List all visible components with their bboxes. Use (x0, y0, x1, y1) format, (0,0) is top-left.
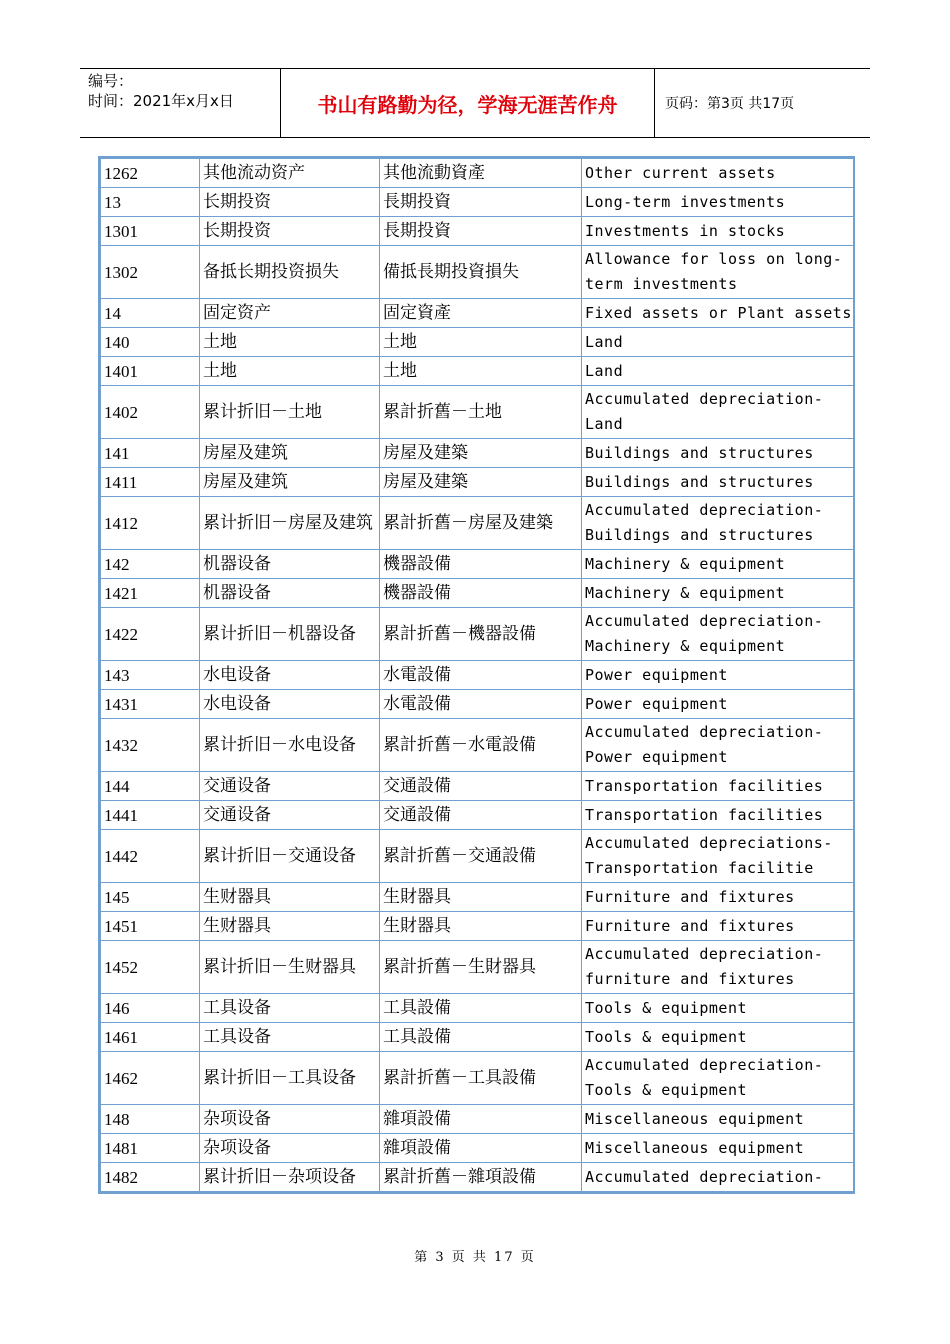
traditional-name-cell: 房屋及建築 (380, 468, 582, 497)
code-cell: 1462 (101, 1052, 200, 1105)
traditional-name-cell: 累計折舊－房屋及建築 (380, 497, 582, 550)
header-meta (80, 69, 281, 137)
traditional-name-cell: 交通設備 (380, 801, 582, 830)
english-name-cell: Power equipment (582, 690, 854, 719)
traditional-name-cell: 機器設備 (380, 579, 582, 608)
simplified-name-cell: 工具设备 (200, 1023, 380, 1052)
code-cell: 146 (101, 994, 200, 1023)
code-cell: 1262 (101, 159, 200, 188)
simplified-name-cell: 累计折旧－房屋及建筑 (200, 497, 380, 550)
english-name-cell: Accumulated depreciations-Transportation facilitie (582, 830, 854, 883)
table-row (101, 661, 854, 690)
code-cell: 1452 (101, 941, 200, 994)
traditional-name-cell: 工具設備 (380, 994, 582, 1023)
simplified-name-cell: 交通设备 (200, 772, 380, 801)
code-cell: 13 (101, 188, 200, 217)
english-name-cell: Tools & equipment (582, 1023, 854, 1052)
traditional-name-cell: 其他流動資產 (380, 159, 582, 188)
code-cell: 14 (101, 299, 200, 328)
traditional-name-cell: 工具設備 (380, 1023, 582, 1052)
english-name-cell: Miscellaneous equipment (582, 1105, 854, 1134)
english-name-cell: Other current assets (582, 159, 854, 188)
traditional-name-cell: 生財器具 (380, 883, 582, 912)
table-row (101, 941, 854, 994)
code-cell: 1402 (101, 386, 200, 439)
table-row (101, 299, 854, 328)
english-name-cell: Accumulated depreciation-Buildings and structures (582, 497, 854, 550)
simplified-name-cell: 长期投资 (200, 217, 380, 246)
traditional-name-cell: 水電設備 (380, 690, 582, 719)
english-name-cell: Accumulated depreciation-furniture and fixtures (582, 941, 854, 994)
english-name-cell: Accumulated depreciation-Power equipment (582, 719, 854, 772)
page-footer: 第 3 页 共 17 页 (414, 1250, 536, 1265)
english-name-cell: Transportation facilities (582, 801, 854, 830)
table-row (101, 550, 854, 579)
simplified-name-cell: 水电设备 (200, 661, 380, 690)
accounts-table (98, 156, 855, 1194)
traditional-name-cell: 雜項設備 (380, 1134, 582, 1163)
simplified-name-cell: 累计折旧－交通设备 (200, 830, 380, 883)
english-name-cell: Furniture and fixtures (582, 883, 854, 912)
code-cell: 1451 (101, 912, 200, 941)
simplified-name-cell: 房屋及建筑 (200, 439, 380, 468)
traditional-name-cell: 雜項設備 (380, 1105, 582, 1134)
traditional-name-cell: 固定資產 (380, 299, 582, 328)
english-name-cell: Land (582, 328, 854, 357)
traditional-name-cell: 累計折舊－生財器具 (380, 941, 582, 994)
table-row (101, 468, 854, 497)
traditional-name-cell: 累計折舊－機器設備 (380, 608, 582, 661)
simplified-name-cell: 生财器具 (200, 912, 380, 941)
table-row (101, 883, 854, 912)
traditional-name-cell: 水電設備 (380, 661, 582, 690)
english-name-cell: Land (582, 357, 854, 386)
table-row (101, 719, 854, 772)
code-cell: 144 (101, 772, 200, 801)
english-name-cell: Accumulated depreciation- (582, 1163, 854, 1192)
code-cell: 1481 (101, 1134, 200, 1163)
table-row (101, 1052, 854, 1105)
simplified-name-cell: 累计折旧－杂项设备 (200, 1163, 380, 1192)
traditional-name-cell: 長期投資 (380, 217, 582, 246)
simplified-name-cell: 长期投资 (200, 188, 380, 217)
table-row (101, 357, 854, 386)
table-row (101, 386, 854, 439)
traditional-name-cell: 房屋及建築 (380, 439, 582, 468)
header-motto: 书山有路勤为径，学海无涯苦作舟 (281, 69, 655, 137)
table-row (101, 912, 854, 941)
table-row (101, 439, 854, 468)
table-row (101, 159, 854, 188)
table-row (101, 328, 854, 357)
traditional-name-cell: 生財器具 (380, 912, 582, 941)
traditional-name-cell: 機器設備 (380, 550, 582, 579)
code-cell: 148 (101, 1105, 200, 1134)
table-row (101, 217, 854, 246)
table-row (101, 608, 854, 661)
code-cell: 143 (101, 661, 200, 690)
english-name-cell: Accumulated depreciation-Machinery & equipment (582, 608, 854, 661)
code-cell: 1461 (101, 1023, 200, 1052)
english-name-cell: Investments in stocks (582, 217, 854, 246)
table-row (101, 188, 854, 217)
table-row (101, 830, 854, 883)
simplified-name-cell: 机器设备 (200, 550, 380, 579)
simplified-name-cell: 水电设备 (200, 690, 380, 719)
table-row (101, 994, 854, 1023)
traditional-name-cell: 土地 (380, 328, 582, 357)
simplified-name-cell: 房屋及建筑 (200, 468, 380, 497)
table-row (101, 772, 854, 801)
english-name-cell: Allowance for loss on long-term investments (582, 246, 854, 299)
code-cell: 145 (101, 883, 200, 912)
code-cell: 1441 (101, 801, 200, 830)
code-cell: 1431 (101, 690, 200, 719)
code-cell: 1432 (101, 719, 200, 772)
table-row (101, 690, 854, 719)
traditional-name-cell: 累計折舊－雜項設備 (380, 1163, 582, 1192)
table-row (101, 1134, 854, 1163)
simplified-name-cell: 累计折旧－机器设备 (200, 608, 380, 661)
simplified-name-cell: 备抵长期投资损失 (200, 246, 380, 299)
traditional-name-cell: 累計折舊－工具設備 (380, 1052, 582, 1105)
english-name-cell: Tools & equipment (582, 994, 854, 1023)
simplified-name-cell: 土地 (200, 328, 380, 357)
code-cell: 142 (101, 550, 200, 579)
english-name-cell: Miscellaneous equipment (582, 1134, 854, 1163)
simplified-name-cell: 杂项设备 (200, 1134, 380, 1163)
simplified-name-cell: 工具设备 (200, 994, 380, 1023)
table-row (101, 801, 854, 830)
code-cell: 140 (101, 328, 200, 357)
simplified-name-cell: 累计折旧－土地 (200, 386, 380, 439)
table-row (101, 579, 854, 608)
number-label: 编号： (88, 72, 134, 90)
code-cell: 1302 (101, 246, 200, 299)
traditional-name-cell: 交通設備 (380, 772, 582, 801)
code-cell: 1442 (101, 830, 200, 883)
header-page-info: 页码：第3页 共17页 (665, 96, 795, 112)
table-row (101, 1105, 854, 1134)
english-name-cell: Buildings and structures (582, 468, 854, 497)
code-cell: 141 (101, 439, 200, 468)
code-cell: 1421 (101, 579, 200, 608)
code-cell: 1412 (101, 497, 200, 550)
traditional-name-cell: 備抵長期投資損失 (380, 246, 582, 299)
simplified-name-cell: 固定资产 (200, 299, 380, 328)
english-name-cell: Power equipment (582, 661, 854, 690)
english-name-cell: Fixed assets or Plant assets (582, 299, 854, 328)
simplified-name-cell: 累计折旧－工具设备 (200, 1052, 380, 1105)
table-row (101, 1163, 854, 1192)
table-row (101, 497, 854, 550)
english-name-cell: Accumulated depreciation-Land (582, 386, 854, 439)
simplified-name-cell: 杂项设备 (200, 1105, 380, 1134)
english-name-cell: Machinery & equipment (582, 550, 854, 579)
simplified-name-cell: 累计折旧－水电设备 (200, 719, 380, 772)
code-cell: 1401 (101, 357, 200, 386)
accounts-table-body (101, 159, 854, 1192)
english-name-cell: Buildings and structures (582, 439, 854, 468)
code-cell: 1422 (101, 608, 200, 661)
simplified-name-cell: 累计折旧－生财器具 (200, 941, 380, 994)
code-cell: 1482 (101, 1163, 200, 1192)
english-name-cell: Accumulated depreciation-Tools & equipment (582, 1052, 854, 1105)
table-row (101, 1023, 854, 1052)
simplified-name-cell: 生财器具 (200, 883, 380, 912)
code-cell: 1301 (101, 217, 200, 246)
simplified-name-cell: 土地 (200, 357, 380, 386)
traditional-name-cell: 累計折舊－水電設備 (380, 719, 582, 772)
traditional-name-cell: 長期投資 (380, 188, 582, 217)
traditional-name-cell: 累計折舊－交通設備 (380, 830, 582, 883)
traditional-name-cell: 土地 (380, 357, 582, 386)
code-cell: 1411 (101, 468, 200, 497)
page-header (80, 68, 870, 138)
simplified-name-cell: 其他流动资产 (200, 159, 380, 188)
english-name-cell: Machinery & equipment (582, 579, 854, 608)
english-name-cell: Transportation facilities (582, 772, 854, 801)
simplified-name-cell: 交通设备 (200, 801, 380, 830)
english-name-cell: Long-term investments (582, 188, 854, 217)
traditional-name-cell: 累計折舊－土地 (380, 386, 582, 439)
table-row (101, 246, 854, 299)
simplified-name-cell: 机器设备 (200, 579, 380, 608)
english-name-cell: Furniture and fixtures (582, 912, 854, 941)
time-label: 时间：2021年x月x日 (88, 92, 234, 110)
